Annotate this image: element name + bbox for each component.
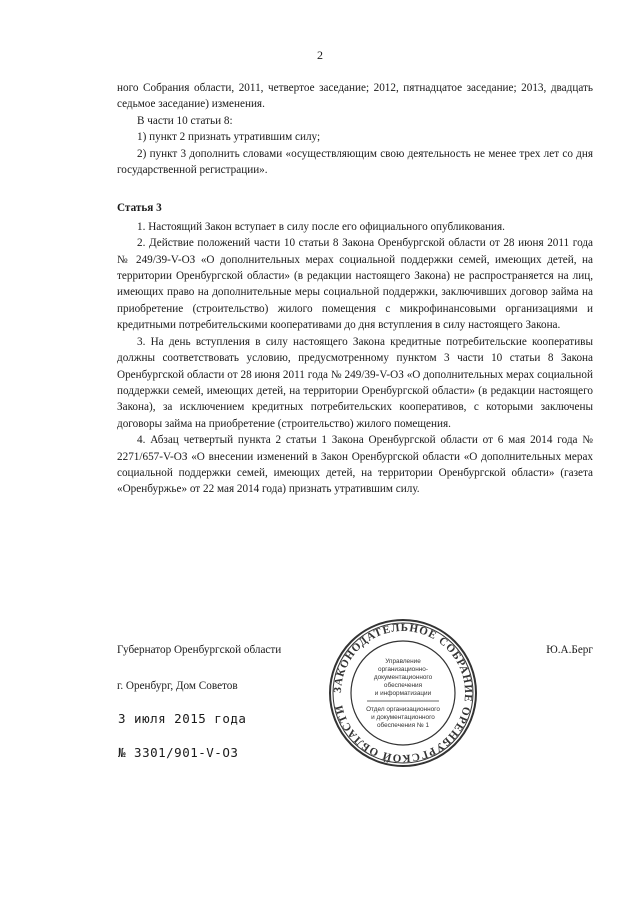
amendment-item: 1) пункт 2 признать утратившим силу; bbox=[137, 131, 321, 144]
article-heading: Статья 3 bbox=[117, 202, 162, 215]
amendment-item: В части 10 статьи 8: bbox=[137, 114, 233, 127]
document-body bbox=[117, 80, 593, 498]
seal-graphic bbox=[327, 617, 479, 769]
seal-line: организационно- bbox=[378, 666, 428, 673]
amendment-item: 2) пункт 3 дополнить словами «осуществляющим свою деятельность не менее трех лет со дня государственной регистрации». bbox=[117, 147, 593, 177]
seal-line: и документационного bbox=[371, 714, 435, 721]
article-paragraph-1: 1. Настоящий Закон вступает в силу после его официального опубликования. bbox=[137, 220, 505, 233]
article-paragraph-4: 4. Абзац четвертый пункта 2 статьи 1 Закона Оренбургской области от 6 мая 2014 года № 2271/657-V-ОЗ «О внесении изменений в Закон Оренбургской области «О дополнительных мерах социальной поддержки семей, имеющих детей, на территории Оренбургской области» (газета «Оренбуржье» от 22 мая 2014 года) признать утратившим силу. bbox=[117, 434, 593, 496]
seal-line: Управление bbox=[385, 658, 421, 665]
signer-name: Ю.А.Берг bbox=[546, 644, 593, 656]
article-paragraph-2: 2. Действие положений части 10 статьи 8 Закона Оренбургской области от 28 июня 2011 года № 249/39-V-ОЗ «О дополнительных мерах социальной поддержки семей, имеющих детей, на территории Оренбургской области» (в редакции настоящего Закона) не распространяется на лиц, имеющих право на дополнительные меры социальной поддержки, заключивших договор займа на приобретение (строительство) жилого помещения с микрофинансовыми организациями и кредитными потребительскими кооперативами до дня вступления в силу настоящего Закона. bbox=[117, 237, 593, 332]
page-number: 2 bbox=[317, 48, 323, 62]
seal-line: документационного bbox=[373, 674, 433, 681]
signer-title: Губернатор Оренбургской области bbox=[117, 644, 282, 656]
seal-line: обеспечения bbox=[383, 682, 423, 689]
registration-number-stamp: № 3301/901-V-ОЗ bbox=[118, 745, 239, 760]
official-seal bbox=[327, 617, 479, 769]
date-stamp: 3 июля 2015 года bbox=[118, 711, 247, 726]
carryover-paragraph: ного Собрания области, 2011, четвертое заседание; 2012, пятнадцатое заседание; 2013, двадцать седьмое заседание) изменения. bbox=[117, 82, 593, 111]
seal-line: обеспечения № 1 bbox=[376, 722, 430, 729]
seal-line: и информатизации bbox=[374, 690, 432, 697]
seal-outer-text: ЗАКОНОДАТЕЛЬНОЕ СОБРАНИЕ ОРЕНБУРГСКОЙ ОБЛАСТИ bbox=[331, 621, 475, 765]
article-paragraph-3: 3. На день вступления в силу настоящего Закона кредитные потребительские кооперативы должны соответствовать условию, предусмотренному пунктом 3 части 10 статьи 8 Закона Оренбургской области от 28 июня 2011 года № 249/39-V-ОЗ «О дополнительных мерах социальной поддержки семей, имеющих детей, на территории Оренбургской области» (в редакции настоящего Закона), за исключением кредитных потребительских кооперативов, с которыми заключены договоры займа на приобретение (строительство) жилого помещения. bbox=[117, 335, 593, 430]
seal-line: Отдел организационного bbox=[366, 706, 440, 713]
signing-place: г. Оренбург, Дом Советов bbox=[117, 680, 238, 692]
